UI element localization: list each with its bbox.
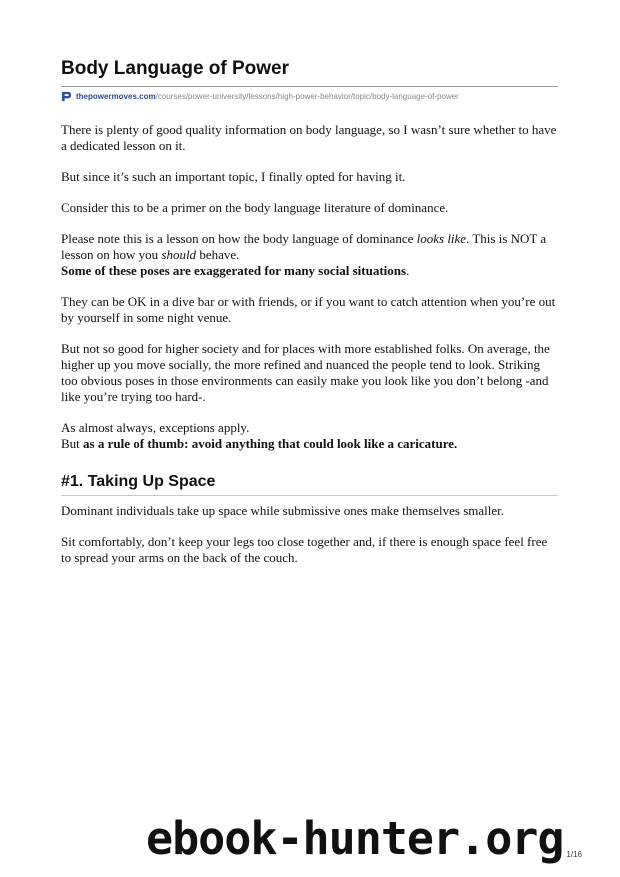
text-run: . <box>406 263 410 278</box>
paragraph: Sit comfortably, don’t keep your legs too close together and, if there is enough space feel free to spread your arms on the back of the couch. <box>61 534 548 565</box>
paragraph: Consider this to be a primer on the body language literature of dominance. <box>61 200 449 215</box>
paragraph: They can be OK in a dive bar or with friends, or if you want to catch attention when you’re out by yourself in some night venue. <box>61 294 556 325</box>
paragraph <box>61 231 558 279</box>
text-run: . This is NOT a lesson on how you <box>61 231 547 262</box>
text-run: behave. <box>196 247 240 262</box>
emphasis-text: looks like <box>416 231 467 246</box>
paragraph: But since it’s such an important topic, I finally opted for having it. <box>61 169 406 184</box>
source-domain: thepowermoves.com <box>76 92 156 101</box>
emphasis-text: should <box>161 247 197 262</box>
bold-text: Some of these poses are exaggerated for many social situations <box>61 263 407 278</box>
section-heading: #1. Taking Up Space <box>61 473 216 490</box>
source-path: /courses/power-university/lessons/high-power-behavior/topic/body-language-of-power <box>155 92 459 101</box>
section-body <box>61 503 558 581</box>
paragraph: Dominant individuals take up space while submissive ones make themselves smaller. <box>61 503 504 518</box>
bold-text: as a rule of thumb: avoid anything that could look like a caricature. <box>83 436 458 451</box>
text-run: As almost always, exceptions apply. <box>61 420 250 435</box>
paragraph <box>61 420 558 452</box>
source-url[interactable] <box>61 91 459 102</box>
paragraph: There is plenty of good quality information on body language, so I wasn’t sure whether to have a dedicated lesson on it. <box>61 122 557 153</box>
thepowermoves-logo-icon <box>61 91 72 102</box>
page-title: Body Language of Power <box>61 58 290 79</box>
section-divider <box>61 495 558 496</box>
article-body <box>61 122 558 467</box>
watermark: ebook-hunter.org <box>146 812 564 865</box>
title-divider <box>61 86 558 87</box>
text-run: But <box>61 436 84 451</box>
page-number: 1/16 <box>566 850 582 859</box>
paragraph: But not so good for higher society and for places with more established folks. On average, the higher up you move socially, the more refined and nuanced the people tend to look. Striking too obvious poses in those environments can easily make you look like you don’t belong -and like you’re trying too hard-. <box>61 341 550 404</box>
text-run: Please note this is a lesson on how the body language of dominance <box>61 231 417 246</box>
